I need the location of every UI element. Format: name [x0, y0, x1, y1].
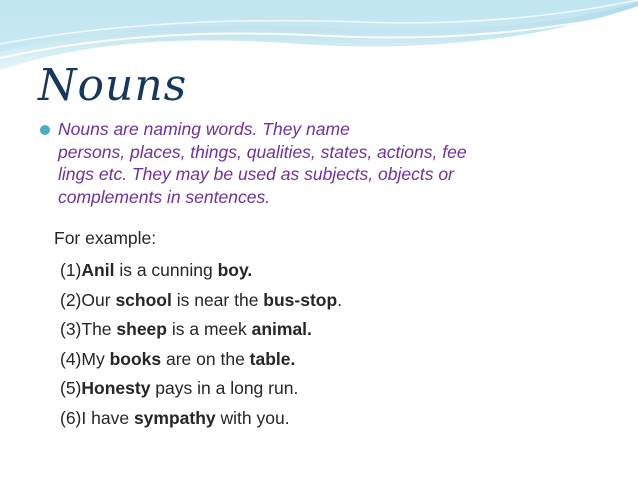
example-text: pays in a long run.	[150, 378, 299, 399]
example-text: (6)I have	[60, 407, 134, 428]
example-noun: animal.	[251, 319, 312, 340]
slide-title: Nouns	[38, 60, 188, 111]
example-text: is a cunning	[114, 260, 218, 280]
example-item	[60, 374, 342, 404]
intro-line: Nouns are naming words. They name	[58, 119, 350, 139]
example-noun: boy.	[217, 260, 253, 280]
example-text: (3)The	[60, 319, 117, 340]
example-text: is a meek	[166, 319, 252, 340]
example-noun: school	[115, 289, 172, 310]
example-noun: table.	[249, 348, 296, 369]
example-item	[60, 256, 342, 286]
example-noun: bus-stop	[263, 289, 338, 310]
intro-paragraph	[58, 118, 558, 208]
example-noun: books	[109, 348, 162, 369]
example-noun: sheep	[116, 319, 167, 340]
example-item	[60, 286, 342, 316]
bullet-icon	[40, 125, 50, 135]
for-example-label: For example:	[54, 228, 157, 248]
example-text: .	[337, 289, 343, 310]
example-list	[60, 256, 342, 434]
example-text: is near the	[171, 289, 264, 310]
example-text: (1)	[60, 260, 82, 280]
example-text: with you.	[215, 407, 290, 428]
example-text: (2)Our	[60, 289, 116, 310]
example-noun: sympathy	[133, 407, 216, 428]
example-text: are on the	[161, 348, 250, 369]
example-item	[60, 404, 342, 434]
example-item	[60, 345, 342, 375]
intro-line: persons, places, things, qualities, states, actions, fee	[58, 141, 467, 162]
example-noun: Anil	[81, 260, 115, 280]
intro-line: lings etc. They may be used as subjects, objects or	[58, 164, 454, 184]
example-text: (5)	[60, 378, 82, 399]
example-noun: Honesty	[81, 378, 151, 399]
example-item	[60, 315, 342, 345]
example-text: (4)My	[60, 348, 110, 369]
intro-line: complements in sentences.	[58, 186, 271, 207]
